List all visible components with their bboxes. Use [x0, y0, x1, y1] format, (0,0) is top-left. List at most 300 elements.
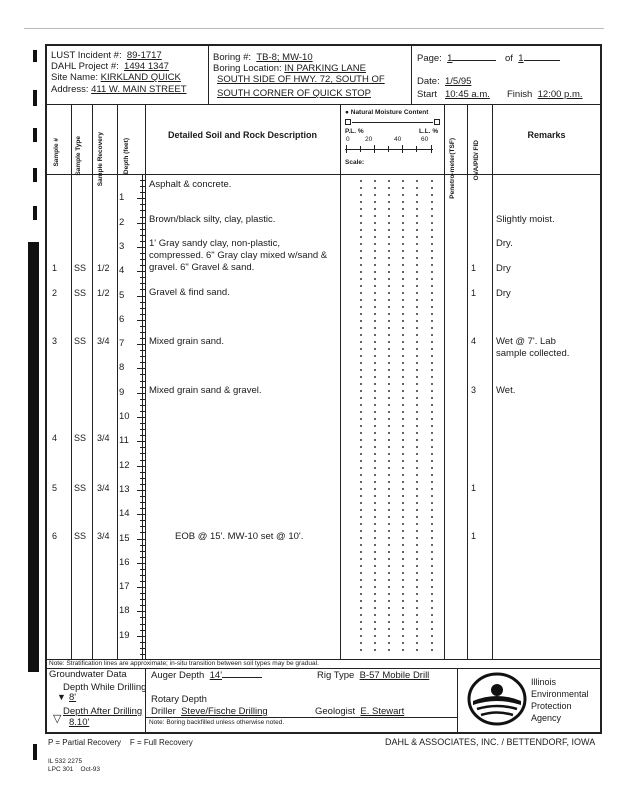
grid-dot [402, 264, 404, 266]
triangle-down-icon: ▼ [57, 692, 66, 702]
gw-after-drilling: Depth After Drilling [63, 706, 143, 717]
ruler-tick [137, 198, 145, 199]
grid-dot [416, 215, 418, 217]
grid-dot [416, 614, 418, 616]
ll-label: L.L. % [419, 128, 439, 135]
desc-gray-clay-1: 1' Gray sandy clay, non-plastic, [149, 238, 281, 249]
grid-dot [416, 313, 418, 315]
grid-dot [360, 334, 362, 336]
grid-dot [360, 369, 362, 371]
desc-mixed-sand: Mixed grain sand. [149, 336, 224, 347]
triangle-outline-icon: ▽ [53, 713, 62, 725]
grid-dot [402, 278, 404, 280]
grid-dot [360, 397, 362, 399]
ruler-tick [137, 247, 145, 248]
page-number: Page: 1 [417, 54, 496, 64]
grid-dot [374, 299, 376, 301]
ruler-tick [137, 539, 145, 540]
grid-dot [402, 404, 404, 406]
ruler-tick [140, 229, 145, 230]
grid-dot [402, 579, 404, 581]
grid-dot [431, 439, 433, 441]
desc-gravel-sand: Gravel & find sand. [149, 287, 230, 298]
sample-4-recovery: 3/4 [97, 433, 110, 443]
grid-dot [374, 579, 376, 581]
sample-1-ova: 1 [471, 263, 477, 273]
ruler-tick [140, 617, 145, 618]
grid-dot [431, 355, 433, 357]
grid-dot [360, 208, 362, 210]
ruler-tick [137, 466, 145, 467]
grid-dot [388, 516, 390, 518]
grid-dot [388, 572, 390, 574]
grid-dot [431, 243, 433, 245]
grid-dot [416, 194, 418, 196]
grid-dot [360, 516, 362, 518]
grid-dot [431, 369, 433, 371]
grid-dot [402, 376, 404, 378]
depth-mark-15: 15 [119, 532, 130, 544]
grid-dot [388, 544, 390, 546]
grid-dot [360, 467, 362, 469]
grid-dot [416, 334, 418, 336]
grid-dot [360, 446, 362, 448]
grid-dot [402, 593, 404, 595]
sample-3-remark-2: sample collected. [496, 348, 570, 359]
date-value: 1/5/95 [445, 76, 472, 87]
sample-2-remark: Dry [496, 288, 511, 299]
address: Address: 411 W. MAIN STREET [51, 84, 187, 95]
grid-dot [402, 334, 404, 336]
grid-dot [360, 509, 362, 511]
ruler-tick [140, 496, 145, 497]
ruler-tick [137, 490, 145, 491]
grid-dot [416, 236, 418, 238]
grid-dot [360, 376, 362, 378]
grid-dot [431, 474, 433, 476]
sample-5-type: SS [74, 483, 87, 493]
grid-dot [360, 313, 362, 315]
grid-dot [388, 404, 390, 406]
ruler-tick [140, 423, 145, 424]
gw-while-value: 8' [69, 692, 77, 703]
grid-dot [374, 404, 376, 406]
remark-slightly-moist: Slightly moist. [496, 214, 555, 225]
grid-dot [374, 215, 376, 217]
desc-eob: EOB @ 15'. MW-10 set @ 10'. [175, 531, 304, 542]
ruler-tick [140, 605, 145, 606]
sample-3-ova: 4 [471, 336, 477, 346]
ruler-tick [140, 429, 145, 430]
grid-dot [416, 474, 418, 476]
grid-dot [388, 278, 390, 280]
grid-dot [388, 495, 390, 497]
lust-incident: LUST Incident #: 89-1717 [51, 50, 162, 61]
grid-dot [402, 383, 404, 385]
grid-dot [388, 222, 390, 224]
scale-40: 40 [394, 136, 402, 143]
grid-dot [431, 362, 433, 364]
grid-dot [416, 495, 418, 497]
grid-dot [388, 348, 390, 350]
grid-dot [402, 390, 404, 392]
ruler-tick [140, 484, 145, 485]
ruler-tick [137, 636, 145, 637]
grid-dot [374, 327, 376, 329]
site-name-value: KIRKLAND QUICK [100, 72, 181, 83]
scale-label: Scale: [345, 159, 365, 166]
grid-dot [388, 488, 390, 490]
margin-mark [28, 242, 39, 672]
grid-dot [416, 285, 418, 287]
grid-dot [416, 348, 418, 350]
grid-dot [431, 614, 433, 616]
grid-dot [431, 432, 433, 434]
margin-mark [33, 50, 37, 62]
grid-dot [416, 341, 418, 343]
grid-dot [374, 180, 376, 182]
finish-time: Finish 12:00 p.m. [507, 89, 583, 100]
grid-dot [416, 250, 418, 252]
margin-mark [33, 168, 37, 182]
col-remarks: Remarks [527, 130, 566, 140]
ruler-tick [140, 532, 145, 533]
grid-dot [388, 250, 390, 252]
grid-dot [374, 425, 376, 427]
sample-2-no: 2 [52, 288, 58, 298]
grid-dot [431, 446, 433, 448]
sample-5-ova: 1 [471, 483, 477, 493]
grid-dot [360, 411, 362, 413]
boring-location-line2: SOUTH SIDE OF HWY. 72, SOUTH OF [217, 74, 385, 85]
grid-dot [388, 313, 390, 315]
grid-dot [402, 572, 404, 574]
depth-mark-14: 14 [119, 508, 130, 520]
grid-dot [431, 250, 433, 252]
grid-dot [416, 292, 418, 294]
pl-box-icon [345, 119, 351, 125]
grid-dot [374, 607, 376, 609]
grid-dot [374, 572, 376, 574]
grid-dot [416, 180, 418, 182]
grid-dot [374, 250, 376, 252]
form-revision: LPC 301 Oct-93 [48, 766, 101, 773]
grid-dot [388, 628, 390, 630]
grid-dot [360, 348, 362, 350]
grid-dot [416, 411, 418, 413]
ruler-tick [137, 514, 145, 515]
grid-dot [431, 607, 433, 609]
grid-dot [431, 579, 433, 581]
grid-dot [374, 348, 376, 350]
grid-dot [402, 495, 404, 497]
desc-brown-clay: Brown/black silty, clay, plastic. [149, 214, 276, 225]
ruler-tick [140, 557, 145, 558]
grid-dot [374, 229, 376, 231]
grid-dot [388, 474, 390, 476]
grid-dot [388, 187, 390, 189]
grid-dot [374, 432, 376, 434]
sample-3-no: 3 [52, 336, 58, 346]
grid-dot [431, 642, 433, 644]
grid-dot [416, 369, 418, 371]
grid-dot [431, 481, 433, 483]
grid-dot [374, 453, 376, 455]
grid-dot [431, 180, 433, 182]
col-sample-number: Sample # [53, 138, 60, 167]
grid-dot [374, 516, 376, 518]
gw-after-value: 8.10' [69, 717, 90, 728]
grid-dot [416, 299, 418, 301]
grid-dot [374, 397, 376, 399]
grid-dot [431, 516, 433, 518]
ruler-tick [140, 387, 145, 388]
grid-dot [374, 236, 376, 238]
ruler-tick [140, 241, 145, 242]
boring-location-line3: SOUTH CORNER OF QUICK STOP [217, 88, 371, 99]
grid-dot [388, 607, 390, 609]
grid-dot [360, 187, 362, 189]
grid-dot [374, 593, 376, 595]
grid-dot [416, 229, 418, 231]
dahl-project: DAHL Project #: 1494 1347 [51, 61, 169, 72]
company-name: DAHL & ASSOCIATES, INC. / BETTENDORF, IOWA [385, 737, 596, 747]
grid-dot [360, 488, 362, 490]
ruler-tick [140, 478, 145, 479]
ruler-tick [140, 630, 145, 631]
grid-dot [416, 271, 418, 273]
address-value: 411 W. MAIN STREET [91, 84, 187, 95]
grid-dot [360, 271, 362, 273]
grid-dot [402, 453, 404, 455]
grid-dot [416, 404, 418, 406]
grid-dot [402, 208, 404, 210]
depth-mark-3: 3 [119, 240, 125, 252]
grid-dot [431, 558, 433, 560]
sample-2-type: SS [74, 288, 87, 298]
grid-dot [360, 530, 362, 532]
grid-dot [388, 530, 390, 532]
grid-dot [374, 523, 376, 525]
grid-dot [374, 495, 376, 497]
grid-dot [360, 215, 362, 217]
grid-dot [431, 551, 433, 553]
grid-dot [416, 432, 418, 434]
groundwater-title: Groundwater Data [49, 669, 127, 680]
grid-dot [388, 425, 390, 427]
grid-dot [374, 383, 376, 385]
ruler-tick [140, 435, 145, 436]
grid-dot [431, 544, 433, 546]
depth-mark-8: 8 [119, 362, 125, 374]
grid-dot [402, 250, 404, 252]
grid-dot [402, 292, 404, 294]
grid-dot [402, 187, 404, 189]
grid-dot [360, 579, 362, 581]
grid-dot [402, 502, 404, 504]
grid-dot [360, 257, 362, 259]
ruler-tick [140, 581, 145, 582]
date: Date: 1/5/95 [417, 76, 472, 87]
grid-dot [374, 481, 376, 483]
ruler-tick [140, 374, 145, 375]
grid-dot [374, 446, 376, 448]
grid-dot [402, 243, 404, 245]
grid-dot [402, 558, 404, 560]
ruler-tick [140, 314, 145, 315]
grid-dot [374, 600, 376, 602]
grid-dot [374, 320, 376, 322]
grid-dot [402, 222, 404, 224]
start-time: Start 10:45 a.m. [417, 89, 490, 100]
ruler-tick [140, 472, 145, 473]
grid-dot [431, 264, 433, 266]
ruler-tick [140, 308, 145, 309]
grid-dot [360, 502, 362, 504]
grid-dot [374, 257, 376, 259]
grid-dot [431, 215, 433, 217]
ruler-tick [140, 381, 145, 382]
grid-dot [416, 453, 418, 455]
ruler-tick [137, 174, 145, 175]
stratification-note: Note: Stratification lines are approximate; in-situ transition between soil types may be gradual. [49, 660, 319, 667]
grid-dot [374, 194, 376, 196]
grid-dot [402, 530, 404, 532]
ruler-tick [140, 411, 145, 412]
grid-dot [402, 586, 404, 588]
grid-dot [388, 453, 390, 455]
grid-dot [388, 502, 390, 504]
ruler-tick [140, 545, 145, 546]
grid-dot [416, 439, 418, 441]
ruler-tick [140, 648, 145, 649]
grid-dot [431, 376, 433, 378]
grid-dot [360, 460, 362, 462]
ruler-tick [140, 599, 145, 600]
grid-dot [402, 628, 404, 630]
grid-dot [360, 418, 362, 420]
grid-dot [431, 621, 433, 623]
grid-dot [402, 320, 404, 322]
ruler-tick [140, 502, 145, 503]
ruler-tick [140, 624, 145, 625]
geologist-value: E. Stewart [360, 706, 405, 717]
grid-dot [360, 642, 362, 644]
sample-3-remark: Wet @ 7'. Lab [496, 336, 556, 347]
iepa-logo-icon [467, 671, 527, 727]
boring-location-value: IN PARKING LANE [284, 63, 366, 74]
depth-mark-2: 2 [119, 216, 125, 228]
grid-dot [388, 551, 390, 553]
grid-dot [360, 474, 362, 476]
grid-dot [360, 586, 362, 588]
grid-dot [360, 194, 362, 196]
grid-dot [360, 523, 362, 525]
grid-dot [402, 369, 404, 371]
grid-dot [374, 537, 376, 539]
grid-dot [388, 383, 390, 385]
grid-dot [431, 488, 433, 490]
grid-dot [416, 600, 418, 602]
grid-dot [388, 537, 390, 539]
grid-dot [360, 243, 362, 245]
grid-dot [416, 607, 418, 609]
grid-dot [416, 327, 418, 329]
grid-dot [374, 243, 376, 245]
ll-box-icon [434, 119, 440, 125]
grid-dot [374, 502, 376, 504]
grid-dot [388, 341, 390, 343]
grid-dot [431, 222, 433, 224]
grid-dot [431, 334, 433, 336]
grid-dot [416, 516, 418, 518]
grid-dot [388, 642, 390, 644]
grid-dot [388, 215, 390, 217]
grid-dot [388, 586, 390, 588]
grid-dot [374, 530, 376, 532]
grid-dot [388, 229, 390, 231]
grid-dot [402, 467, 404, 469]
grid-dot [416, 635, 418, 637]
ruler-tick [140, 180, 145, 181]
grid-dot [416, 187, 418, 189]
grid-dot [402, 341, 404, 343]
boring-number-value: TB-8; MW-10 [256, 52, 313, 63]
ruler-tick [140, 356, 145, 357]
grid-dot [374, 334, 376, 336]
grid-dot [374, 642, 376, 644]
page-of: of 1 [505, 54, 560, 64]
grid-dot [416, 201, 418, 203]
ruler-tick [137, 441, 145, 442]
sample-6-type: SS [74, 531, 87, 541]
grid-dot [416, 544, 418, 546]
grid-dot [402, 348, 404, 350]
driller-value: Steve/Fische Drilling [181, 706, 268, 717]
grid-dot [388, 600, 390, 602]
boring-location: Boring Location: IN PARKING LANE [213, 63, 366, 74]
ruler-tick [140, 192, 145, 193]
margin-mark [33, 90, 37, 106]
depth-mark-7: 7 [119, 338, 125, 350]
ruler-tick [140, 332, 145, 333]
sample-4-type: SS [74, 433, 87, 443]
ruler-tick [140, 362, 145, 363]
depth-mark-4: 4 [119, 265, 125, 277]
ruler-tick [140, 520, 145, 521]
grid-dot [416, 530, 418, 532]
grid-dot [416, 306, 418, 308]
remark-wet: Wet. [496, 385, 516, 396]
grid-dot [388, 334, 390, 336]
agency-name: Illinois Environmental Protection Agency [531, 677, 589, 723]
grid-dot [388, 439, 390, 441]
grid-dot [360, 572, 362, 574]
ruler-tick [140, 593, 145, 594]
grid-dot [431, 467, 433, 469]
grid-dot [388, 299, 390, 301]
grid-dot [431, 236, 433, 238]
grid-dot [388, 649, 390, 651]
grid-dot [388, 558, 390, 560]
grid-dot [402, 411, 404, 413]
grid-dot [388, 243, 390, 245]
backfill-note: Note: Boring backfilled unless otherwise noted. [149, 719, 285, 726]
grid-dot [416, 208, 418, 210]
margin-mark [33, 206, 37, 220]
grid-dot [388, 460, 390, 462]
grid-dot [402, 201, 404, 203]
